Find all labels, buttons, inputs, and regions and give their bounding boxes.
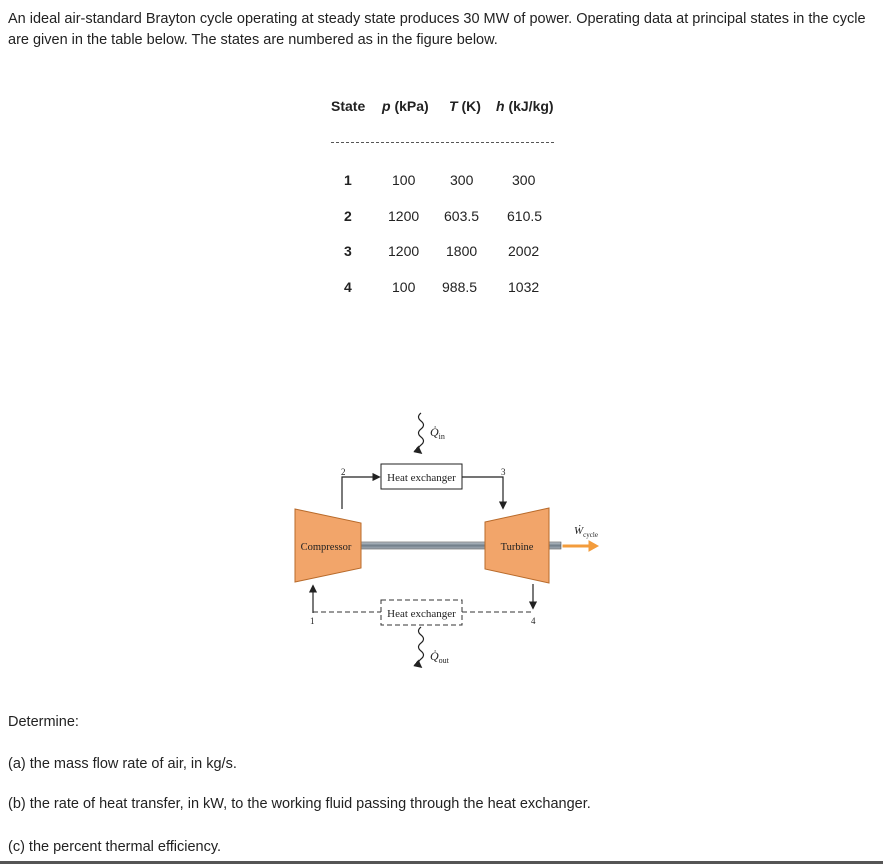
brayton-cycle-diagram (285, 405, 625, 690)
determine-heading: Determine: (8, 714, 79, 730)
row-2-enthalpy: 610.5 (507, 208, 543, 224)
header-pressure: p (kPa) (382, 98, 429, 114)
problem-statement: An ideal air-standard Brayton cycle operating at steady state produces 30 MW of power. Operating data at principal states in the cycle are given in the table below. The states are numbered as in the figure below. (8, 11, 866, 48)
state-1-label: 1 (310, 616, 315, 626)
compressor-label: Compressor (300, 542, 352, 553)
row-4-pressure: 100 (392, 279, 416, 295)
row-1-state: 1 (344, 172, 352, 188)
row-3-state: 3 (344, 243, 352, 259)
row-2-pressure: 1200 (388, 208, 420, 224)
header-enthalpy: h (kJ/kg) (496, 98, 554, 114)
row-3-enthalpy: 2002 (508, 243, 540, 259)
state-2-label: 2 (341, 467, 346, 477)
row-1-pressure: 100 (392, 172, 416, 188)
w-cycle-arrow (563, 541, 598, 551)
question-a: (a) the mass flow rate of air, in kg/s. (8, 756, 237, 772)
row-3-temperature: 1800 (446, 243, 478, 259)
state-4-label: 4 (531, 616, 536, 626)
row-2-temperature: 603.5 (444, 208, 480, 224)
q-in-label: $Q̇_{in}$ (430, 425, 445, 441)
heat-exchanger-top-label: Heat exchanger (387, 472, 456, 484)
q-out-wavy-arrow (419, 627, 424, 667)
row-2-state: 2 (344, 208, 352, 224)
row-1-temperature: 300 (450, 172, 474, 188)
row-1-enthalpy: 300 (512, 172, 536, 188)
pipe-3 (462, 477, 503, 508)
w-cycle-label: Ẇ$_{cycle}$ (574, 525, 598, 539)
row-3-pressure: 1200 (388, 243, 420, 259)
heat-exchanger-bottom-label: Heat exchanger (387, 608, 456, 620)
shaft (361, 542, 491, 549)
state-3-label: 3 (501, 467, 506, 477)
question-c: (c) the percent thermal efficiency. (8, 839, 222, 855)
question-b: (b) the rate of heat transfer, in kW, to the working fluid passing through the heat exchanger. (8, 796, 591, 812)
row-4-enthalpy: 1032 (508, 279, 540, 295)
turbine-label: Turbine (500, 542, 534, 553)
pipe-2 (342, 477, 379, 509)
header-divider (331, 142, 554, 143)
row-4-state: 4 (344, 279, 352, 295)
shaft-output (549, 542, 561, 549)
q-out-label: $Q̇_{out}$ (430, 649, 449, 665)
q-in-wavy-arrow (419, 413, 424, 453)
header-temperature: T (K) (449, 98, 481, 114)
row-4-temperature: 988.5 (442, 279, 478, 295)
header-state: State (331, 98, 366, 114)
